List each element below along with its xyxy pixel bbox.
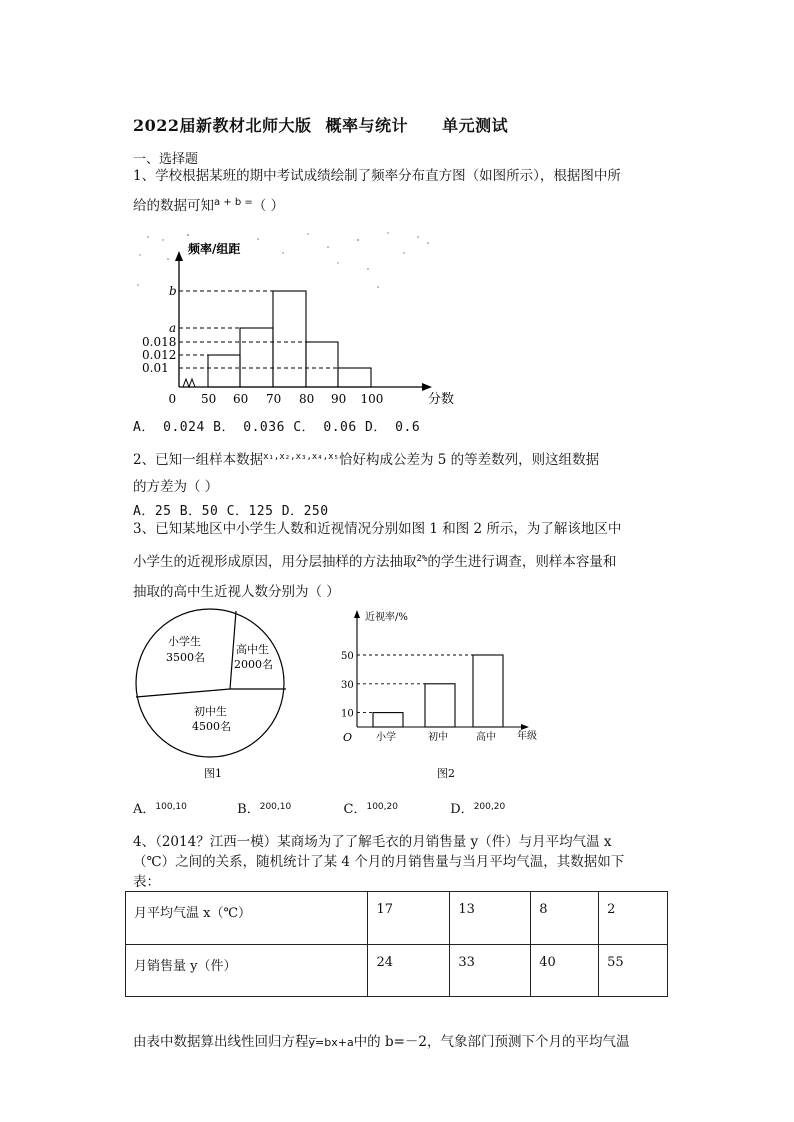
x-tick-label: 90 — [331, 392, 347, 406]
pie-label-middle: 初中生 — [194, 705, 227, 718]
q3-choice-a-value: 100,10 — [155, 802, 187, 812]
bar-y-tick: 10 — [341, 708, 354, 720]
q1-line2-pre: 给的数据可知 — [133, 198, 214, 214]
histogram-chart — [128, 225, 455, 415]
data-table — [125, 891, 668, 997]
q2-line2: 的方差为（ ） — [133, 479, 219, 495]
bar2-guides — [357, 655, 473, 713]
q1-line2-post: （ ） — [252, 198, 285, 214]
table-cell: 8 — [531, 892, 599, 945]
title-part2: 概率与统计 — [325, 116, 409, 135]
title-part3: 单元测试 — [442, 116, 509, 135]
q3-choice-b-value: 200,10 — [259, 802, 292, 812]
x-tick-label: 60 — [233, 392, 249, 406]
table-cell: 17 — [368, 892, 450, 945]
bar-y-tick: 50 — [341, 651, 354, 662]
pie-label-primary: 小学生 — [168, 635, 201, 648]
table-row — [126, 944, 668, 997]
x-tick-labels — [169, 392, 384, 406]
q2-line1-pre: 2、已知一组样本数据 — [133, 452, 264, 468]
bar2-bars — [373, 655, 503, 727]
q3-choice-a-letter: A． — [133, 802, 156, 817]
pie-chart — [128, 605, 298, 785]
x-tick-label: 80 — [299, 392, 315, 406]
y-tick-label: 0.012 — [142, 348, 177, 362]
bar-origin: O — [343, 731, 353, 744]
x-tick-label: 50 — [201, 392, 217, 406]
q3-choices — [133, 800, 505, 820]
myopia-bar-chart — [335, 605, 550, 785]
y-tick-label: 0.01 — [142, 361, 169, 375]
histogram-bar — [338, 368, 371, 387]
section-heading: 一、选择题 — [133, 152, 199, 167]
axis-break-icon — [183, 379, 195, 387]
q3-choice-d-letter: D． — [450, 802, 474, 817]
table-cell: 2 — [599, 892, 668, 945]
q3-line2 — [133, 552, 616, 572]
q4-after-pre: 由表中数据算出线性回归方程 — [133, 1034, 309, 1050]
myopia-bar — [473, 655, 503, 727]
q3-choice-b-letter: B． — [237, 802, 260, 817]
bar-x-axis-arrow — [521, 724, 529, 730]
y-tick-label: b — [169, 284, 177, 298]
table-row — [126, 892, 668, 945]
pie-count-middle: 4500名 — [192, 720, 231, 733]
table-cell: 24 — [368, 944, 450, 997]
table-cell: 13 — [450, 892, 531, 945]
y-tick-label: a — [169, 321, 177, 335]
pie-count-high: 2000名 — [234, 658, 273, 671]
bar-y-label: 近视率/% — [365, 612, 408, 623]
table-row-label: 月平均气温 x（℃） — [126, 892, 368, 945]
q1-choices: A． 0.024 B． 0.036 C． 0.06 D． 0.6 — [133, 420, 421, 435]
bar-category-label: 小学 — [376, 732, 396, 743]
table-cell: 55 — [599, 944, 668, 997]
q2-line1 — [133, 450, 599, 470]
bar2-x-ticks — [376, 730, 496, 743]
bar-caption: 图2 — [437, 767, 455, 780]
y-tick-labels — [142, 284, 177, 375]
x-tick-label: 100 — [360, 392, 384, 406]
table-row-label: 月销售量 y（件） — [126, 944, 368, 997]
table-cell: 40 — [531, 944, 599, 997]
myopia-bar — [425, 684, 455, 727]
y-tick-label: 0.018 — [142, 335, 177, 349]
q3-line1: 3、已知某地区中小学生人数和近视情况分别如图 1 和图 2 所示，为了解该地区中 — [133, 521, 622, 537]
q4-equation: =bx+a — [315, 1036, 354, 1049]
histogram-bar — [208, 355, 240, 387]
q4-yhat: ⌒ y — [309, 1033, 316, 1053]
q2-choices: A．25 B．50 C．125 D．250 — [133, 504, 329, 519]
q1-line2 — [133, 196, 284, 216]
pie-caption: 图1 — [204, 767, 222, 780]
q3-line3: 抽取的高中生近视人数分别为（ ） — [133, 584, 340, 600]
table-cell: 33 — [450, 944, 531, 997]
q4-line2: （℃）之间的关系，随机统计了某 4 个月的月销售量与当月平均气温，其数据如下 — [133, 854, 625, 870]
pie-count-primary: 3500名 — [166, 651, 205, 664]
histogram-guides — [179, 291, 338, 368]
histogram-bars — [208, 291, 371, 387]
q3-choice-d-value: 200,20 — [473, 802, 506, 812]
histogram-bar — [240, 328, 273, 387]
q2-line1-post: 恰好构成公差为 5 的等差数列，则这组数据 — [338, 452, 600, 468]
y-axis-label: 频率/组距 — [188, 242, 241, 256]
x-axis-arrow — [422, 383, 432, 391]
histogram-bar — [306, 342, 338, 387]
title-part1: 2022届新教材北师大版 — [133, 116, 312, 135]
myopia-bar — [373, 713, 403, 727]
x-tick-label: 70 — [266, 392, 282, 406]
histogram-bar — [273, 291, 306, 387]
q3-line2-pre: 小学生的近视形成原因，用分层抽样的方法抽取 — [133, 554, 417, 570]
bar-category-label: 高中 — [476, 732, 496, 743]
q3-choice-c-value: 100,20 — [366, 802, 398, 812]
q4-after-line — [133, 1032, 630, 1053]
q4-line1: 4、（2014？江西一模）某商场为了了解毛衣的月销售量 y（件）与月平均气温 x — [133, 834, 612, 850]
x-axis-label: 分数 — [428, 392, 455, 407]
pie-divider — [136, 689, 230, 697]
q3-line2-post: 的学生进行调查，则样本容量和 — [427, 554, 617, 570]
bar-y-tick: 30 — [341, 679, 354, 691]
bar-x-label: 年级 — [517, 731, 537, 742]
q1-expression: a + b = — [214, 197, 253, 208]
q2-variables: x₁,x₂,x₃,x₄,x₅ — [263, 452, 339, 462]
bar-category-label: 初中 — [428, 732, 448, 743]
pie-label-high: 高中生 — [236, 643, 269, 656]
page-title — [133, 113, 508, 136]
q1-line1: 1、学校根据某班的期中考试成绩绘制了频率分布直方图（如图所示），根据图中所 — [133, 168, 621, 184]
bar2-y-ticks — [341, 651, 354, 720]
bar-y-axis-arrow — [354, 610, 360, 618]
pie-outline — [136, 609, 284, 757]
x-tick-label: 0 — [168, 392, 177, 406]
q4-after-post: 中的 b=－2，气象部门预测下个月的平均气温 — [353, 1034, 630, 1050]
q4-line3: 表： — [133, 874, 160, 890]
y-axis-arrow — [175, 251, 183, 261]
q3-choice-c-letter: C． — [343, 802, 367, 817]
q3-percent: 2% — [416, 554, 428, 564]
